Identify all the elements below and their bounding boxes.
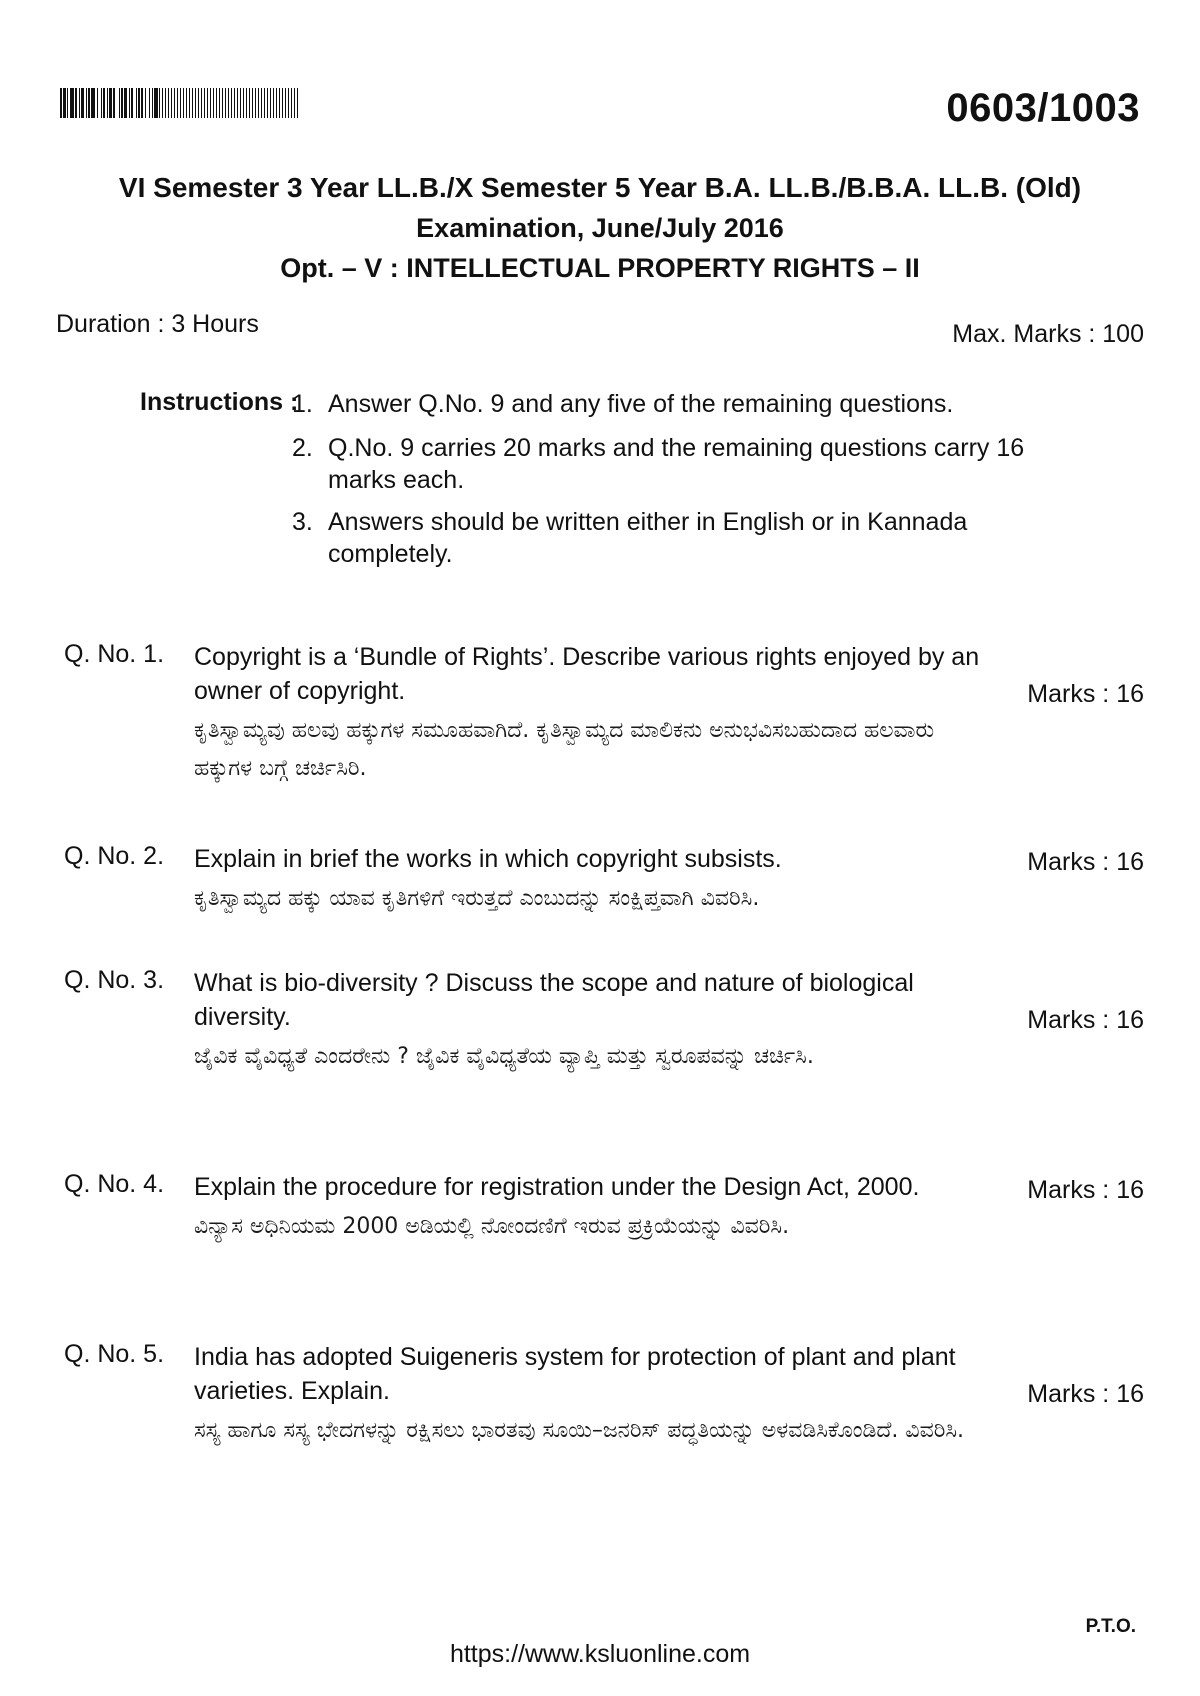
barcode	[60, 88, 306, 118]
question-text-english: What is bio-diversity ? Discuss the scope and nature of biological diversity.	[194, 969, 914, 1031]
question-text-english: India has adopted Suigeneris system for protection of plant and plant varieties. Explain.	[194, 1343, 956, 1405]
instruction-number: 2.	[292, 434, 313, 462]
question-marks: Marks : 16	[1027, 680, 1144, 708]
instruction-text: Answer Q.No. 9 and any five of the remaining questions.	[328, 390, 954, 418]
question-4	[64, 1170, 1144, 1300]
duration: Duration : 3 Hours	[56, 310, 259, 338]
question-number: Q. No. 2.	[64, 842, 165, 870]
pto-label: P.T.O.	[1085, 1616, 1136, 1637]
question-text-english: Explain in brief the works in which copyright subsists.	[194, 845, 782, 873]
question-5	[64, 1340, 1144, 1510]
footer-url: https://www.ksluonline.com	[449, 1640, 751, 1668]
question-1	[64, 640, 1144, 810]
instruction-item	[292, 388, 1098, 420]
question-number: Q. No. 3.	[64, 966, 165, 994]
instruction-item	[292, 432, 1098, 496]
instruction-text: Answers should be written either in English or in Kannada completely.	[328, 508, 968, 568]
paper-code: 0603/1003	[946, 86, 1140, 130]
question-marks: Marks : 16	[1027, 1380, 1144, 1408]
instruction-number: 3.	[292, 508, 313, 536]
question-number: Q. No. 1.	[64, 640, 165, 668]
question-text-kannada: ಸಸ್ಯ ಹಾಗೂ ಸಸ್ಯ ಭೇದಗಳನ್ನು ರಕ್ಷಿಸಲು ಭಾರತವು ಸೂಯಿ–ಜನರಿಸ್ ಪದ್ಧತಿಯನ್ನು ಅಳವಡಿಸಿಕೊಂಡಿದೆ. ವಿವರಿಸಿ.	[194, 1418, 965, 1443]
question-number: Q. No. 5.	[64, 1340, 165, 1368]
question-text-english: Copyright is a ‘Bundle of Rights’. Describe various rights enjoyed by an owner of copyright.	[194, 643, 980, 705]
question-marks: Marks : 16	[1027, 1176, 1144, 1204]
barcode-bar	[298, 88, 300, 118]
question-marks: Marks : 16	[1027, 848, 1144, 876]
question-text-kannada: ಜೈವಿಕ ವೈವಿಧ್ಯತೆ ಎಂದರೇನು ? ಜೈವಿಕ ವೈವಿಧ್ಯತೆಯ ವ್ಯಾಪ್ತಿ ಮತ್ತು ಸ್ವರೂಪವನ್ನು ಚರ್ಚಿಸಿ.	[194, 1044, 814, 1069]
instruction-text: Q.No. 9 carries 20 marks and the remaining questions carry 16 marks each.	[328, 434, 1025, 494]
question-3	[64, 966, 1144, 1126]
question-number: Q. No. 4.	[64, 1170, 165, 1198]
question-text-kannada: ಕೃತಿಸ್ವಾಮ್ಯವು ಹಲವು ಹಕ್ಕುಗಳ ಸಮೂಹವಾಗಿದೆ. ಕೃತಿಸ್ವಾಮ್ಯದ ಮಾಲಿಕನು ಅನುಭವಿಸಬಹುದಾದ ಹಲವಾರು ಹಕ್ಕುಗಳ ಬಗ್ಗೆ ಚರ್ಚಿಸಿರಿ.	[194, 718, 935, 781]
exam-session: Examination, June/July 2016	[416, 213, 784, 243]
exam-title: VI Semester 3 Year LL.B./X Semester 5 Year B.A. LL.B./B.B.A. LL.B. (Old)	[118, 172, 1082, 203]
instruction-item	[292, 506, 1098, 570]
max-marks: Max. Marks : 100	[952, 320, 1144, 348]
title-block	[40, 168, 1160, 288]
question-marks: Marks : 16	[1027, 1006, 1144, 1034]
question-text-kannada: ವಿನ್ಯಾಸ ಅಧಿನಿಯಮ 2000 ಅಡಿಯಲ್ಲಿ ನೋಂದಣಿಗೆ ಇರುವ ಪ್ರಕ್ರಿಯೆಯನ್ನು ವಿವರಿಸಿ.	[194, 1214, 790, 1239]
instructions-label: Instructions :	[140, 388, 299, 416]
instruction-number: 1.	[292, 390, 313, 418]
subject-title: Opt. – V : INTELLECTUAL PROPERTY RIGHTS – II	[280, 253, 920, 283]
question-2	[64, 842, 1144, 922]
question-text-english: Explain the procedure for registration under the Design Act, 2000.	[194, 1173, 920, 1201]
question-text-kannada: ಕೃತಿಸ್ವಾಮ್ಯದ ಹಕ್ಕು ಯಾವ ಕೃತಿಗಳಿಗೆ ಇರುತ್ತದೆ ಎಂಬುದನ್ನು ಸಂಕ್ಷಿಪ್ತವಾಗಿ ವಿವರಿಸಿ.	[194, 886, 760, 911]
